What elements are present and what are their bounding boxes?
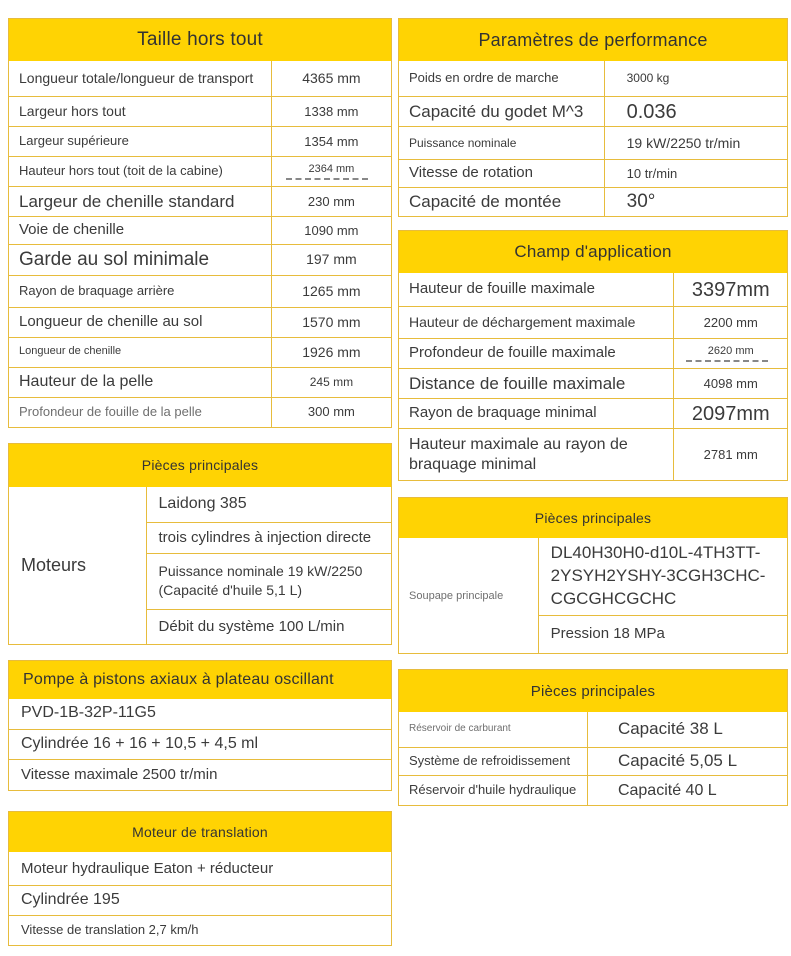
row-value <box>272 157 391 186</box>
row-label: Vitesse de rotation <box>399 160 605 187</box>
row-label: Largeur hors tout <box>9 97 272 126</box>
spec-row <box>9 337 391 367</box>
spec-row <box>9 216 391 244</box>
spec-line: trois cylindres à injection directe <box>147 522 391 553</box>
spec-row <box>9 397 391 427</box>
row-value: 30° <box>626 190 656 212</box>
strikeout-marks <box>686 360 768 362</box>
row-value: Capacité 40 L <box>617 781 717 799</box>
spec-row <box>399 159 787 187</box>
application-range-table <box>398 230 788 481</box>
spec-line: Pression 18 MPa <box>539 615 787 653</box>
spec-row <box>9 307 391 337</box>
row-label: Distance de fouille maximale <box>399 369 674 398</box>
valve-group <box>399 538 787 653</box>
corrected-value <box>290 163 372 180</box>
row-label: Hauteur hors tout (toit de la cabine) <box>9 157 272 186</box>
row-value: 4098 mm <box>703 375 758 391</box>
row-value: 1570 mm <box>302 313 361 330</box>
spec-row <box>399 747 787 775</box>
row-label: Longueur totale/longueur de transport <box>9 61 272 96</box>
section-title: Paramètres de performance <box>399 19 787 61</box>
row-label: Hauteur de déchargement maximale <box>399 307 674 338</box>
row-value: 0.036 <box>626 100 677 123</box>
travel-motor-table <box>8 811 392 946</box>
row-value: 10 tr/min <box>626 165 678 181</box>
spec-line: Puissance nominale 19 kW/2250 (Capacité d'huile 5,1 L) <box>147 553 391 609</box>
row-label: Réservoir de carburant <box>399 712 588 747</box>
row-label: Largeur de chenille standard <box>9 187 272 216</box>
corrected-number: 2620 mm <box>707 344 754 357</box>
spec-line: Débit du système 100 L/min <box>147 609 391 644</box>
row-value: Capacité 38 L <box>617 719 723 739</box>
spec-row <box>399 712 787 747</box>
spec-row <box>9 96 391 126</box>
spec-line: PVD-1B-32P-11G5 <box>21 704 156 722</box>
section-title: Moteur de translation <box>9 812 391 852</box>
spec-line: Vitesse maximale 2500 tr/min <box>9 759 391 790</box>
spec-row <box>9 126 391 156</box>
row-value: 2097mm <box>691 402 770 425</box>
row-value: 230 mm <box>307 193 355 209</box>
row-label: Réservoir d'huile hydraulique <box>399 776 588 805</box>
row-value: 3397mm <box>691 278 770 301</box>
spec-row <box>399 428 787 480</box>
row-value <box>674 339 787 368</box>
group-label: Moteurs <box>9 487 147 644</box>
left-column <box>8 18 392 946</box>
row-label: Puissance nominale <box>399 127 605 159</box>
strikeout-marks <box>286 178 368 180</box>
group-label: Soupape principale <box>399 538 539 653</box>
section-title: Pompe à pistons axiaux à plateau oscillant <box>9 661 391 699</box>
row-value: Capacité 5,05 L <box>617 751 738 771</box>
row-value: 4365 mm <box>302 70 361 87</box>
row-label: Capacité du godet M^3 <box>399 97 605 126</box>
main-parts-valve-table <box>398 497 788 654</box>
row-label: Largeur supérieure <box>9 127 272 156</box>
spec-row <box>399 96 787 126</box>
spec-row <box>399 61 787 96</box>
row-value: 19 kW/2250 tr/min <box>626 134 741 151</box>
spec-row <box>399 187 787 216</box>
row-value: 3000 kg <box>626 71 670 86</box>
row-label: Capacité de montée <box>399 188 605 216</box>
spec-row <box>399 368 787 398</box>
spec-row <box>9 61 391 96</box>
performance-parameters-table <box>398 18 788 217</box>
row-label: Rayon de braquage arrière <box>9 276 272 307</box>
row-label: Hauteur maximale au rayon de braquage minimal <box>399 429 674 480</box>
section-title: Champ d'application <box>399 231 787 273</box>
row-label: Hauteur de la pelle <box>9 368 272 397</box>
row-value: 1354 mm <box>304 133 359 149</box>
group-rows <box>539 538 787 653</box>
row-value: 1090 mm <box>304 222 359 238</box>
spec-line: Laidong 385 <box>158 495 247 513</box>
corrected-number: 2364 mm <box>308 162 355 175</box>
row-label: Poids en ordre de marche <box>399 61 605 96</box>
row-label: Longueur de chenille au sol <box>9 308 272 337</box>
row-value: 1265 mm <box>302 282 361 299</box>
spec-row <box>9 156 391 186</box>
spec-line: Cylindrée 16 + 16 + 10,5 + 4,5 ml <box>9 729 391 759</box>
row-value: 1926 mm <box>302 343 361 360</box>
spec-line: Moteur hydraulique Eaton + réducteur <box>21 859 274 877</box>
spec-line: Cylindrée 195 <box>9 885 391 915</box>
section-title: Pièces principales <box>399 498 787 538</box>
section-title: Pièces principales <box>9 444 391 487</box>
engine-group <box>9 487 391 644</box>
spec-row <box>9 367 391 397</box>
spec-row <box>399 775 787 805</box>
axial-piston-pump-table <box>8 660 392 791</box>
spec-row <box>399 338 787 368</box>
right-column <box>398 18 788 946</box>
spec-line: Vitesse de translation 2,7 km/h <box>9 915 391 945</box>
row-value: 2200 mm <box>703 314 758 330</box>
row-label: Profondeur de fouille maximale <box>399 339 674 368</box>
row-label: Longueur de chenille <box>9 338 272 367</box>
row-label: Système de refroidissement <box>399 748 588 775</box>
main-parts-tanks-table <box>398 669 788 806</box>
overall-size-table <box>8 18 392 428</box>
spec-row <box>399 273 787 306</box>
row-value: 2781 mm <box>703 446 758 462</box>
row-label: Garde au sol minimale <box>9 245 272 275</box>
section-title: Pièces principales <box>399 670 787 712</box>
row-label: Profondeur de fouille de la pelle <box>9 398 272 427</box>
row-label: Hauteur de fouille maximale <box>399 273 674 306</box>
spec-row <box>9 186 391 216</box>
spec-row <box>9 244 391 275</box>
spec-row <box>399 398 787 428</box>
spec-line: DL40H30H0-d10L-4TH3TT-2YSYH2YSHY-3CGH3CHC-CGCGHCGCHC <box>550 543 766 608</box>
row-value: 1338 mm <box>304 103 359 119</box>
corrected-value <box>690 345 772 362</box>
spec-row <box>9 275 391 307</box>
row-label: Rayon de braquage minimal <box>399 399 674 428</box>
spec-row <box>399 126 787 159</box>
section-title: Taille hors tout <box>9 19 391 61</box>
group-rows <box>147 487 391 644</box>
main-parts-engine-table <box>8 443 392 645</box>
row-value: 300 mm <box>307 404 355 420</box>
spec-row <box>399 306 787 338</box>
row-value: 245 mm <box>309 375 354 390</box>
row-label: Voie de chenille <box>9 217 272 244</box>
row-value: 197 mm <box>306 251 357 268</box>
